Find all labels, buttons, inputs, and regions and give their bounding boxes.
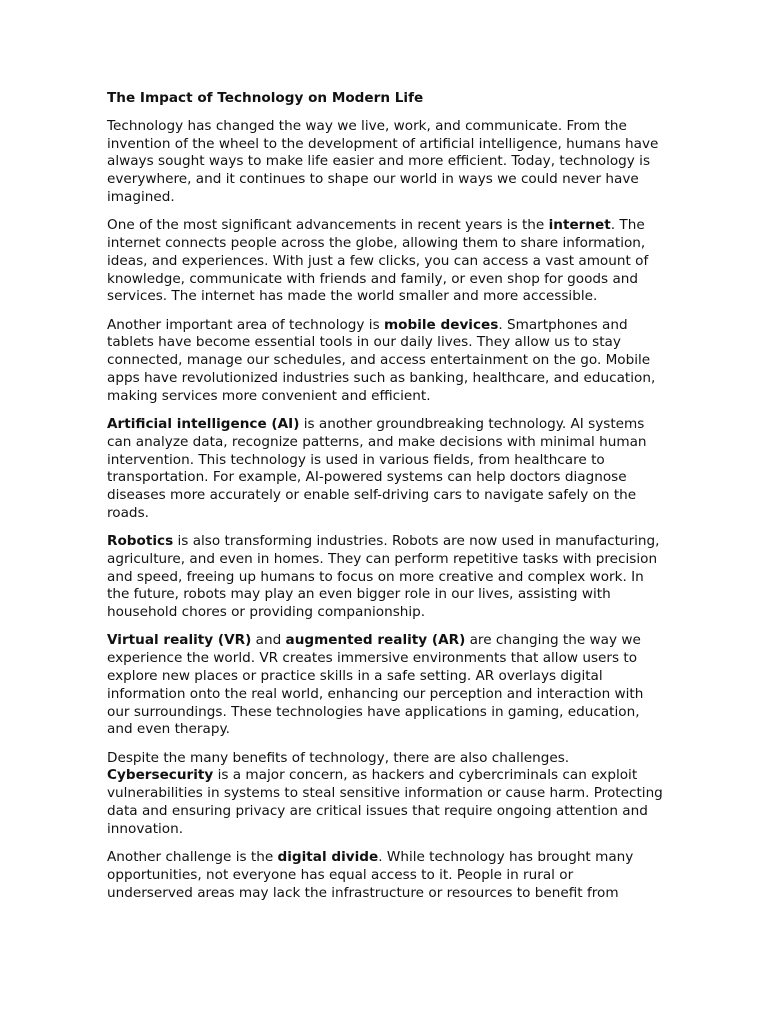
paragraph-internet (107, 217, 663, 306)
paragraph-text: and (251, 632, 286, 649)
paragraph-vr-ar (107, 632, 663, 739)
bold-term-ar: augmented reality (AR) (285, 632, 466, 649)
paragraph-text: One of the most significant advancements in recent years is the (107, 217, 549, 234)
bold-term-mobile-devices: mobile devices (383, 316, 499, 333)
paragraph-text: Despite the many benefits of technology, there are also challenges. (107, 749, 570, 766)
paragraph-robotics (107, 533, 663, 622)
bold-term-vr: Virtual reality (VR) (107, 632, 252, 649)
bold-term-internet: internet (548, 217, 611, 234)
bold-term-digital-divide: digital divide (277, 849, 379, 866)
bold-term-robotics: Robotics (107, 533, 174, 550)
paragraph-text: Another important area of technology is (107, 316, 384, 333)
document-title: The Impact of Technology on Modern Life (107, 90, 424, 106)
bold-term-ai: Artificial intelligence (AI) (107, 415, 300, 432)
paragraph-ai (107, 416, 663, 523)
paragraph-mobile-devices (107, 317, 663, 406)
paragraph-intro (107, 118, 663, 207)
paragraph-text: . The internet connects people across the globe, allowing them to share information, ideas, and experiences. With just a few clicks, you can access a vast amount of knowledge, communicate with friends and family, or even shop for goods and services. The internet has made the world smaller and more accessible. (107, 217, 649, 305)
paragraph-text: is a major concern, as hackers and cybercriminals can exploit vulnerabilities in systems to steal sensitive information or cause harm. Protecting data and ensuring privacy are critical issues that require ongoing attention and innovation. (107, 767, 663, 837)
bold-term-cybersecurity: Cybersecurity (107, 767, 214, 784)
paragraph-text: . Smartphones and tablets have become essential tools in our daily lives. They allow us to stay connected, manage our schedules, and access entertainment on the go. Mobile apps have revolutionized industries such as banking, healthcare, and education, making services more convenient and efficient. (107, 316, 656, 404)
paragraph-digital-divide (107, 849, 663, 902)
paragraph-text: . While technology has brought many opportunities, not everyone has equal access to it. People in rural or underserved areas may lack the infrastructure or resources to benefit from (107, 849, 634, 901)
paragraph-text: is also transforming industries. Robots are now used in manufacturing, agriculture, and even in homes. They can perform repetitive tasks with precision and speed, freeing up humans to focus on more creative and complex work. In the future, robots may play an even bigger role in our lives, assisting with household chores or providing companionship. (107, 533, 660, 621)
paragraph-text: Another challenge is the (107, 849, 278, 866)
paragraph-cybersecurity (107, 750, 663, 839)
document-page (107, 90, 663, 913)
paragraph-text: are changing the way we experience the world. VR creates immersive environments that allow users to explore new places or practice skills in a safe setting. AR overlays digital information onto the real world, enhancing our perception and interaction with our surroundings. These technologies have applications in gaming, education, and even therapy. (107, 632, 644, 738)
paragraph-text: Technology has changed the way we live, work, and communicate. From the invention of the wheel to the development of artificial intelligence, humans have always sought ways to make life easier and more efficient. Today, technology is everywhere, and it continues to shape our world in ways we could never have imagined. (107, 117, 659, 205)
paragraph-text: is another groundbreaking technology. AI systems can analyze data, recognize patterns, and make decisions with minimal human intervention. This technology is used in various fields, from healthcare to transportation. For example, AI-powered systems can help doctors diagnose diseases more accurately or enable self-driving cars to navigate safely on the roads. (107, 415, 647, 521)
